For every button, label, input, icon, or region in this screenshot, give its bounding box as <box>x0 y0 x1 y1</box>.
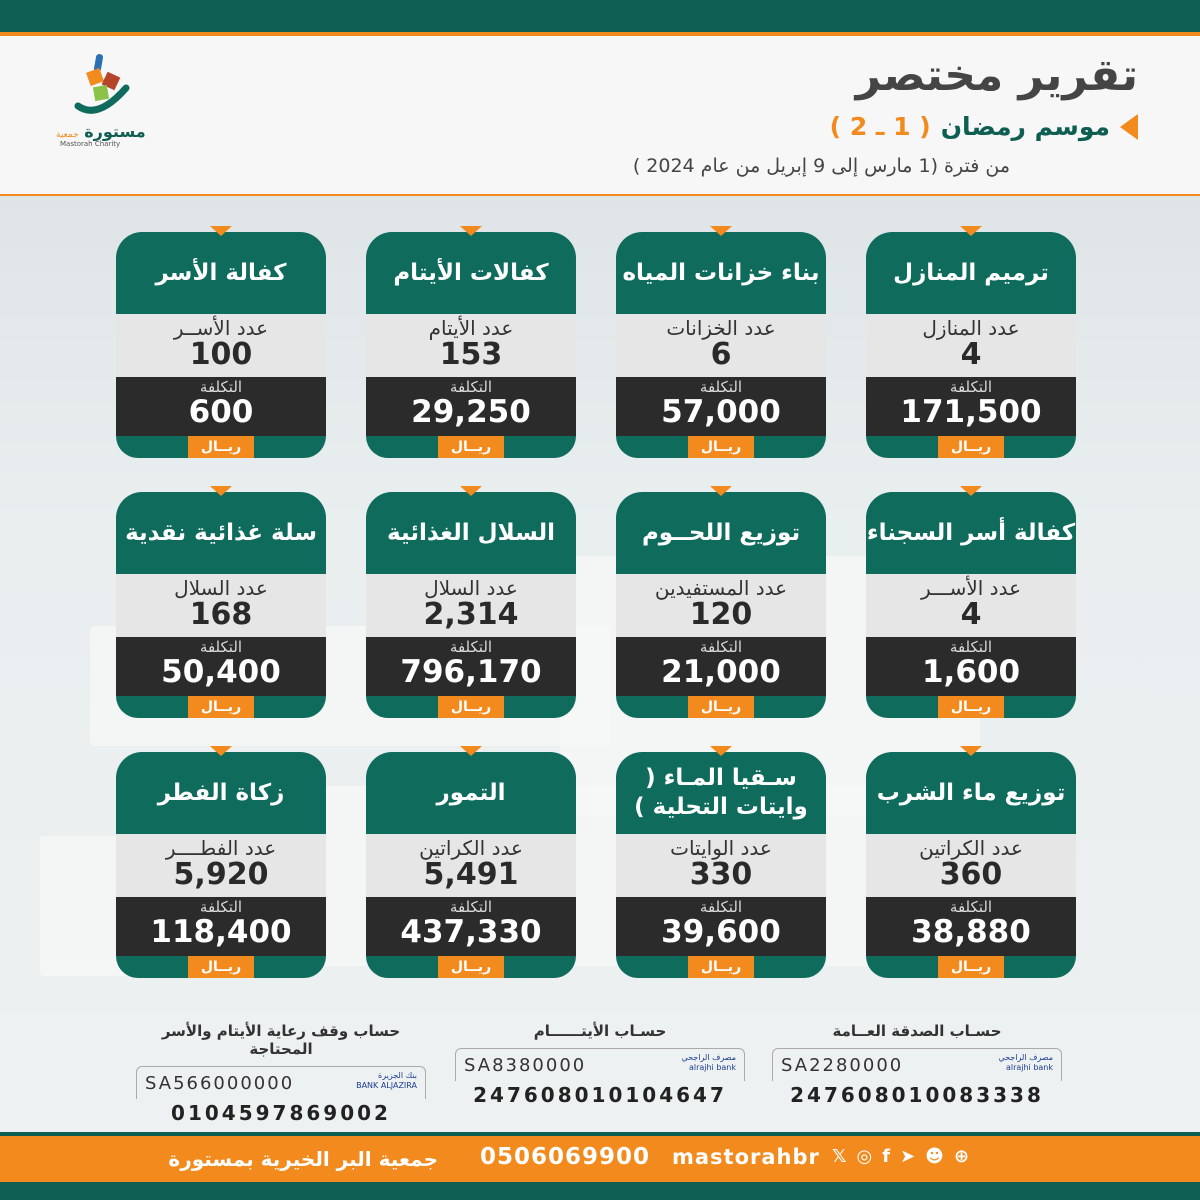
bank-box <box>136 1066 426 1099</box>
account-number: 0104597869002 <box>171 1101 391 1125</box>
count-value: 100 <box>189 337 253 372</box>
count-label: عدد المنازل <box>922 316 1020 340</box>
count-label: عدد الأيتام <box>428 316 514 340</box>
card-cost <box>866 377 1076 436</box>
bank-account-endowment <box>136 1022 426 1125</box>
count-label: عدد الأســر <box>173 316 269 340</box>
card-count <box>616 834 826 897</box>
bank-title: حسـاب الصدقة العــامة <box>832 1022 1002 1040</box>
logo-english: Mastorah Charity <box>60 140 121 148</box>
card-cost <box>866 637 1076 696</box>
page-title: تقرير مختصر <box>855 50 1138 101</box>
cost-value: 1,600 <box>921 654 1021 690</box>
count-label: عدد السلال <box>174 576 268 600</box>
card-title: كفالات الأيتام <box>366 232 576 314</box>
telegram-icon[interactable]: ➤ <box>900 1146 916 1167</box>
bank-box <box>772 1048 1062 1081</box>
count-value: 360 <box>939 857 1003 892</box>
card-title: توزيع ماء الشرب <box>866 752 1076 834</box>
currency-label: ريــال <box>688 436 754 458</box>
currency-label: ريــال <box>438 436 504 458</box>
card-notch <box>210 226 232 236</box>
instagram-icon[interactable]: ◎ <box>856 1146 873 1167</box>
card-cost <box>116 377 326 436</box>
cost-value: 600 <box>188 394 254 430</box>
card-notch <box>210 746 232 756</box>
count-value: 5,920 <box>173 857 269 892</box>
bank-account-general <box>772 1022 1062 1107</box>
globe-icon[interactable]: ⊕ <box>953 1146 970 1167</box>
cost-label: التكلفة <box>449 378 493 396</box>
card-notch <box>710 486 732 496</box>
cost-label: التكلفة <box>699 378 743 396</box>
cost-value: 38,880 <box>911 914 1031 950</box>
count-value: 6 <box>710 337 732 372</box>
bank-title: حسـاب الأيتــــــام <box>533 1022 667 1040</box>
cost-label: التكلفة <box>449 898 493 916</box>
cost-value: 50,400 <box>161 654 281 690</box>
bank-account-orphans <box>455 1022 745 1107</box>
card-count <box>366 834 576 897</box>
currency-label: ريــال <box>938 956 1004 978</box>
card-count <box>616 314 826 377</box>
count-value: 168 <box>189 597 253 632</box>
card-cost <box>366 377 576 436</box>
bank-logo: بنك الجزيرة BANK ALJAZIRA <box>356 1071 417 1090</box>
iban-prefix: SA8380000 <box>464 1055 587 1076</box>
cost-label: التكلفة <box>949 898 993 916</box>
count-value: 4 <box>960 597 982 632</box>
count-label: عدد الفطــــر <box>165 836 277 860</box>
card-count <box>866 834 1076 897</box>
footer-phone[interactable]: 0506069900 <box>480 1144 651 1170</box>
card-title: بناء خزانات المياه <box>616 232 826 314</box>
social-icons <box>832 1146 969 1167</box>
currency-label: ريــال <box>938 436 1004 458</box>
program-card <box>866 752 1076 978</box>
currency-label: ريــال <box>188 956 254 978</box>
card-title: كفالة أسر السجناء <box>866 492 1076 574</box>
count-value: 2,314 <box>423 597 519 632</box>
card-notch <box>960 486 982 496</box>
subtitle-season: ( 1 ـ 2 ) <box>829 112 931 141</box>
bank-logo: مصرف الراجحي alrajhi bank <box>998 1053 1053 1072</box>
account-number: 247608010104647 <box>473 1083 727 1107</box>
subtitle-text: موسم رمضان <box>940 112 1110 141</box>
report-period: من فترة (1 مارس إلى 9 إبريل من عام 2024 ) <box>632 155 1010 177</box>
program-card <box>866 232 1076 458</box>
count-value: 5,491 <box>423 857 519 892</box>
cost-value: 39,600 <box>661 914 781 950</box>
currency-label: ريــال <box>188 696 254 718</box>
card-title: كفالة الأسر <box>116 232 326 314</box>
currency-label: ريــال <box>188 436 254 458</box>
card-cost <box>616 377 826 436</box>
subtitle <box>830 112 1138 141</box>
card-notch <box>210 486 232 496</box>
bank-title: حساب وقف رعاية الأيتام والأسر المحتاجة <box>161 1022 401 1058</box>
card-notch <box>460 746 482 756</box>
card-notch <box>710 226 732 236</box>
card-cost <box>366 637 576 696</box>
cost-label: التكلفة <box>199 898 243 916</box>
iban-prefix: SA566000000 <box>145 1073 295 1094</box>
currency-label: ريــال <box>438 696 504 718</box>
cost-value: 57,000 <box>661 394 781 430</box>
card-cost <box>366 897 576 956</box>
program-card <box>616 752 826 978</box>
cost-label: التكلفة <box>199 638 243 656</box>
card-cost <box>116 897 326 956</box>
count-label: عدد الكراتين <box>419 836 523 860</box>
card-count <box>366 574 576 637</box>
card-cost <box>616 637 826 696</box>
card-title: السلال الغذائية <box>366 492 576 574</box>
currency-label: ريــال <box>688 956 754 978</box>
count-value: 153 <box>439 337 503 372</box>
card-title: توزيع اللحــوم <box>616 492 826 574</box>
footer-bottom-bar <box>0 1182 1200 1200</box>
count-value: 120 <box>689 597 753 632</box>
count-label: عدد المستفيدين <box>654 576 788 600</box>
card-notch <box>960 746 982 756</box>
footer-handle[interactable]: mastorahbr <box>672 1145 820 1169</box>
card-title: التمور <box>366 752 576 834</box>
currency-label: ريــال <box>938 696 1004 718</box>
account-number: 247608010083338 <box>790 1083 1044 1107</box>
cost-label: التكلفة <box>949 638 993 656</box>
card-title: ترميم المنازل <box>866 232 1076 314</box>
count-label: عدد السلال <box>424 576 518 600</box>
card-cost <box>116 637 326 696</box>
card-count <box>116 574 326 637</box>
count-label: عدد الكراتين <box>919 836 1023 860</box>
count-label: عدد الوايتات <box>670 836 772 860</box>
card-title: زكاة الفطر <box>116 752 326 834</box>
program-card <box>116 752 326 978</box>
cost-value: 21,000 <box>661 654 781 690</box>
card-title: سلة غذائية نقدية <box>116 492 326 574</box>
card-count <box>616 574 826 637</box>
count-value: 4 <box>960 337 982 372</box>
program-card <box>366 492 576 718</box>
card-cost <box>616 897 826 956</box>
card-count <box>116 314 326 377</box>
iban-prefix: SA2280000 <box>781 1055 904 1076</box>
cost-label: التكلفة <box>699 898 743 916</box>
cost-value: 796,170 <box>400 654 542 690</box>
footer-org-name: جمعية البر الخيرية بمستورة <box>168 1147 438 1171</box>
program-card <box>116 232 326 458</box>
card-notch <box>460 486 482 496</box>
currency-label: ريــال <box>688 696 754 718</box>
snapchat-icon[interactable]: ☻ <box>925 1146 944 1167</box>
card-count <box>866 314 1076 377</box>
card-title: سـقيا المـاء ( وايتات التحلية ) <box>616 752 826 834</box>
facebook-icon[interactable]: f <box>882 1146 891 1167</box>
cost-label: التكلفة <box>949 378 993 396</box>
top-bar <box>0 0 1200 32</box>
program-card <box>616 232 826 458</box>
card-cost <box>866 897 1076 956</box>
count-label: عدد الأســـر <box>920 576 1022 600</box>
cost-value: 118,400 <box>150 914 292 950</box>
program-card <box>116 492 326 718</box>
card-notch <box>710 746 732 756</box>
program-card <box>366 232 576 458</box>
cost-value: 29,250 <box>411 394 531 430</box>
bank-box <box>455 1048 745 1081</box>
card-count <box>366 314 576 377</box>
logo-name: مستورة جمعية <box>56 122 146 141</box>
cost-value: 437,330 <box>400 914 542 950</box>
card-count <box>116 834 326 897</box>
card-count <box>866 574 1076 637</box>
program-card <box>616 492 826 718</box>
bank-logo: مصرف الراجحي alrajhi bank <box>681 1053 736 1072</box>
cost-label: التكلفة <box>199 378 243 396</box>
arrow-icon <box>1120 114 1138 140</box>
card-notch <box>460 226 482 236</box>
program-card <box>866 492 1076 718</box>
currency-label: ريــال <box>438 956 504 978</box>
card-notch <box>960 226 982 236</box>
cost-label: التكلفة <box>449 638 493 656</box>
cost-label: التكلفة <box>699 638 743 656</box>
count-label: عدد الخزانات <box>666 316 776 340</box>
count-value: 330 <box>689 857 753 892</box>
program-card <box>366 752 576 978</box>
cost-value: 171,500 <box>900 394 1042 430</box>
x-icon[interactable]: 𝕏 <box>832 1146 847 1167</box>
